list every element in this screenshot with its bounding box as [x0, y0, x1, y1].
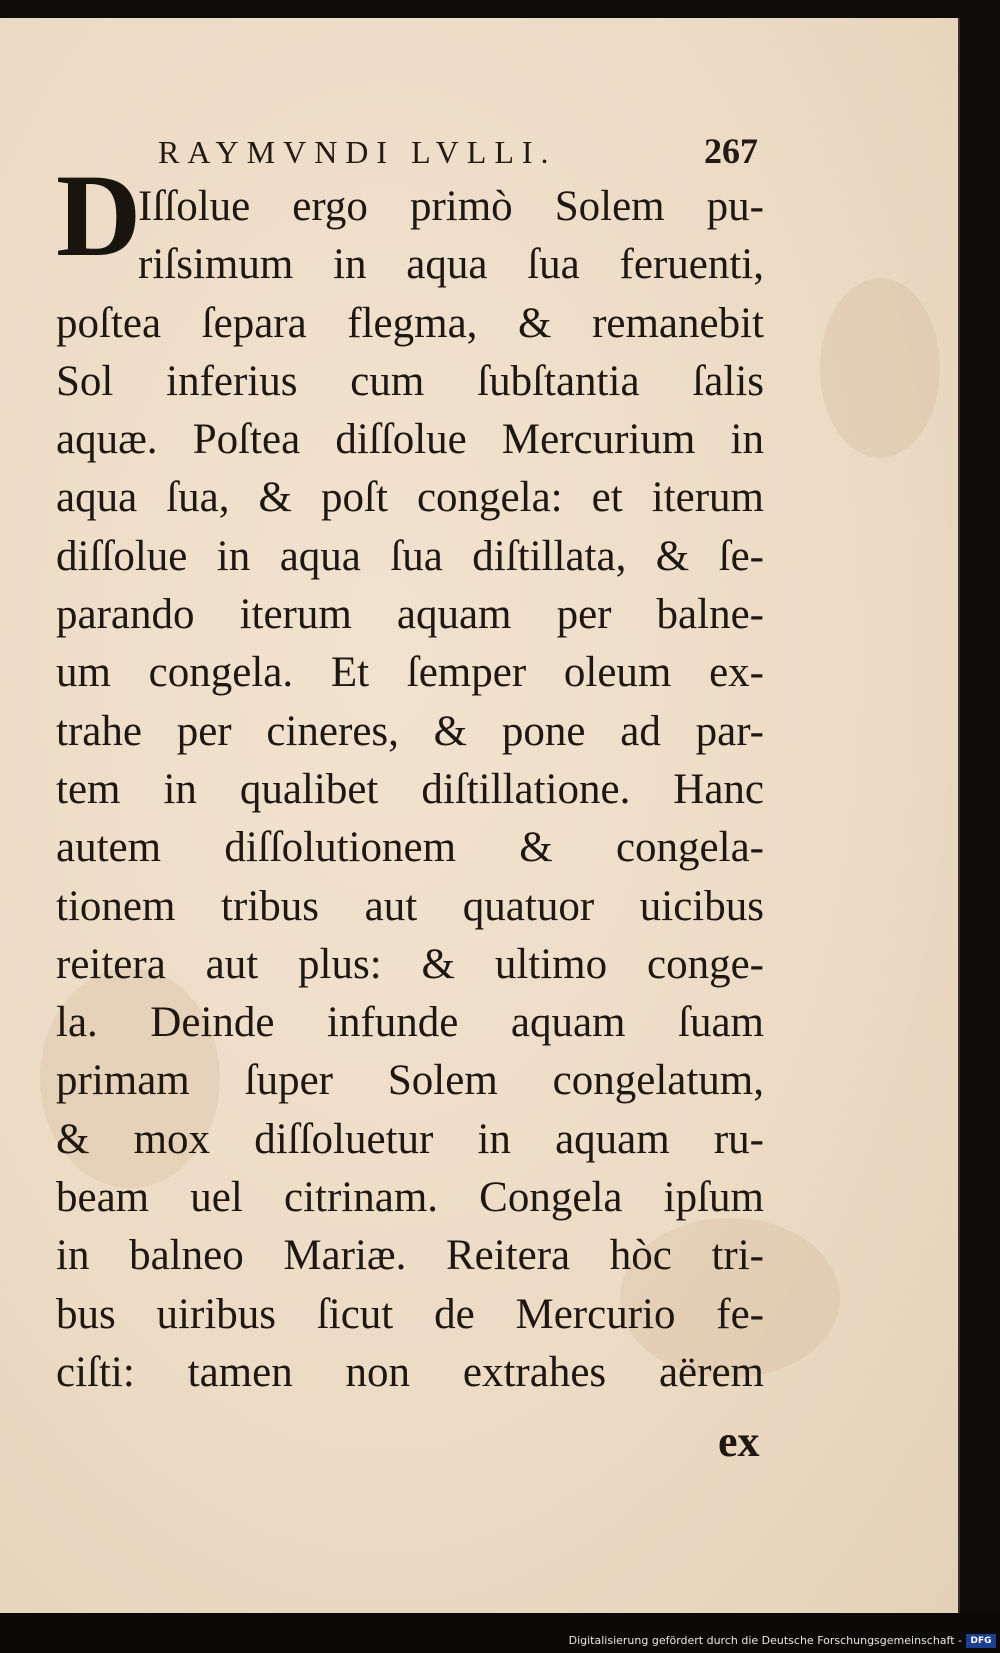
text-line: Sol inferius cum ſubſtantia ſalis: [56, 357, 764, 405]
text-line: & mox diſſoluetur in aquam ru-: [56, 1115, 764, 1163]
dfg-logo-icon: DFG: [966, 1634, 996, 1648]
text-line: Iſſolue ergo primò Solem pu-: [138, 183, 764, 230]
text-line: um congela. Et ſemper oleum ex-: [56, 649, 764, 697]
text-line: parando iterum aquam per balne-: [56, 591, 764, 639]
drop-cap: D: [56, 150, 142, 281]
text-line: tem in qualibet diſtillatione. Hanc: [56, 765, 764, 813]
text-line: primam ſuper Solem congelatum,: [56, 1057, 764, 1105]
catchword: ex: [718, 1417, 760, 1466]
funding-credit: Digitalisierung gefördert durch die Deutsche Forschungsgemeinschaft -: [568, 1634, 962, 1647]
text-line: bus uiribus ſicut de Mercurio fe-: [56, 1290, 764, 1338]
text-line: la. Deinde infunde aquam ſuam: [56, 999, 764, 1047]
footer-bar: [0, 1613, 1000, 1653]
text-line: ciſti: tamen non extrahes aërem: [56, 1348, 764, 1396]
text-line: reitera aut plus: & ultimo conge-: [56, 940, 764, 988]
running-title: RAYMVNDI LVLLI.: [158, 134, 557, 170]
text-line: diſſolue in aqua ſua diſtillata, & ſe-: [56, 532, 764, 580]
text-line: beam uel citrinam. Congela ipſum: [56, 1174, 764, 1222]
book-page: [0, 18, 960, 1613]
text-line: poſtea ſepara flegma, & remanebit: [56, 299, 764, 347]
page-number: 267: [704, 131, 758, 171]
text-line: aquæ. Poſtea diſſolue Mercurium in: [56, 416, 764, 464]
text-line: in balneo Mariæ. Reitera hòc tri-: [56, 1232, 764, 1280]
text-line: trahe per cineres, & pone ad par-: [56, 707, 764, 755]
text-line: aqua ſua, & poſt congela: et iterum: [56, 474, 764, 522]
paper-stain: [820, 278, 940, 458]
text-line: tionem tribus aut quatuor uicibus: [56, 882, 764, 930]
text-line: autem diſſolutionem & congela-: [56, 824, 764, 872]
text-line: riſsimum in aqua ſua feruenti,: [138, 241, 764, 289]
running-head: [158, 130, 758, 180]
